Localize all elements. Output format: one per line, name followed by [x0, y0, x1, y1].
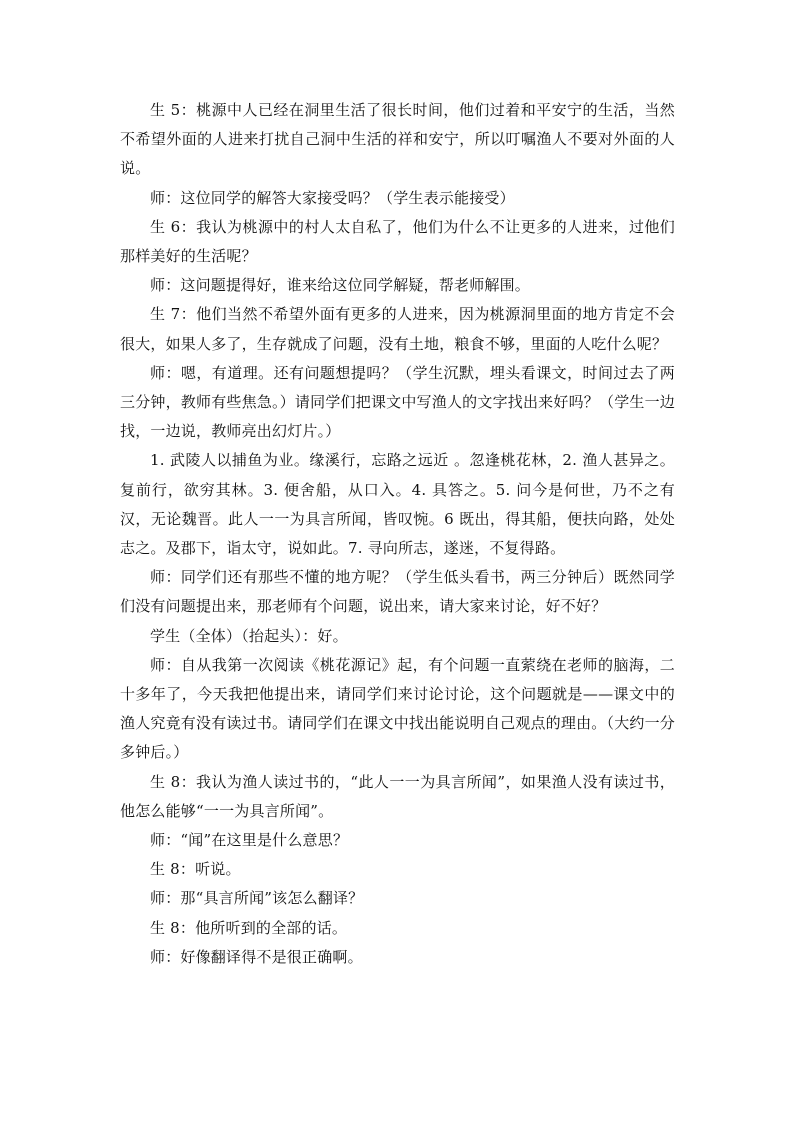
paragraph-15: 生 8：他所听到的全部的话。: [150, 918, 348, 937]
paragraph-6: 师：嗯，有道理。还有问题想提吗？（学生沉默，埋头看课文，时间过去了两三分钟，教师有些焦急。）请同学们把课文中写渔人的文字找出来好吗？（学生一边找，一边说，教师亮出幻灯片。）: [120, 363, 675, 441]
paragraph-4: 师：这问题提得好，谁来给这位同学解疑，帮老师解围。: [150, 276, 531, 295]
paragraph-13: 生 8：听说。: [150, 860, 241, 879]
paragraph-1: 生 5：桃源中人已经在洞里生活了很长时间，他们过着和平安宁的生活，当然不希望外面的人进来打扰自己洞中生活的祥和安宁，所以叮嘱渔人不要对外面的人说。: [120, 101, 675, 178]
paragraph-16: 师：好像翻译得不是很正确啊。: [150, 947, 363, 966]
paragraph-2: 师：这位同学的解答大家接受吗？（学生表示能接受）: [150, 188, 515, 207]
paragraph-8: 师：同学们还有那些不懂的地方呢？（学生低头看书，两三分钟后）既然同学们没有问题提出来，那老师有个问题，说出来，请大家来讨论，好不好？: [120, 568, 675, 616]
paragraph-7: 1. 武陵人以捕鱼为业。缘溪行，忘路之远近 。忽逢桃花林，2. 渔人甚异之。复前行，欲穷其林。3. 便舍船，从口入。4. 具答之。5. 问今是何世，乃不之有汉，无论魏晋。此人一一为具言所闻，皆叹惋。6 既出，得其船，便扶向路，处处志之。及郡下，诣太守，说如此。7. 寻向所志，遂迷，不复得路。: [120, 451, 675, 558]
paragraph-11: 生 8：我认为渔人读过书的，“此人一一为具言所闻”，如果渔人没有读过书，他怎么能够“一一为具言所闻”。: [120, 772, 675, 820]
paragraph-10: 师：自从我第一次阅读《桃花源记》起，有个问题一直萦绕在老师的脑海，二十多年了，今天我把他提出来，请同学们来讨论讨论，这个问题就是——课文中的渔人究竟有没有读过书。请同学们在课文中找出能说明自己观点的理由。（大约一分多钟后。）: [120, 655, 675, 762]
paragraph-3: 生 6：我认为桃源中的村人太自私了，他们为什么不让更多的人进来，过他们那样美好的生活呢？: [120, 217, 675, 266]
paragraph-12: 师：“闻”在这里是什么意思？: [150, 831, 349, 850]
document-body: [120, 96, 675, 972]
paragraph-9: 学生（全体）（抬起头）：好。: [150, 626, 348, 645]
paragraph-14: 师：那“具言所闻”该怎么翻译？: [150, 889, 364, 908]
paragraph-5: 生 7：他们当然不希望外面有更多的人进来，因为桃源洞里面的地方肯定不会很大，如果人多了，生存就成了问题，没有土地，粮食不够，里面的人吃什么呢？: [120, 305, 675, 353]
